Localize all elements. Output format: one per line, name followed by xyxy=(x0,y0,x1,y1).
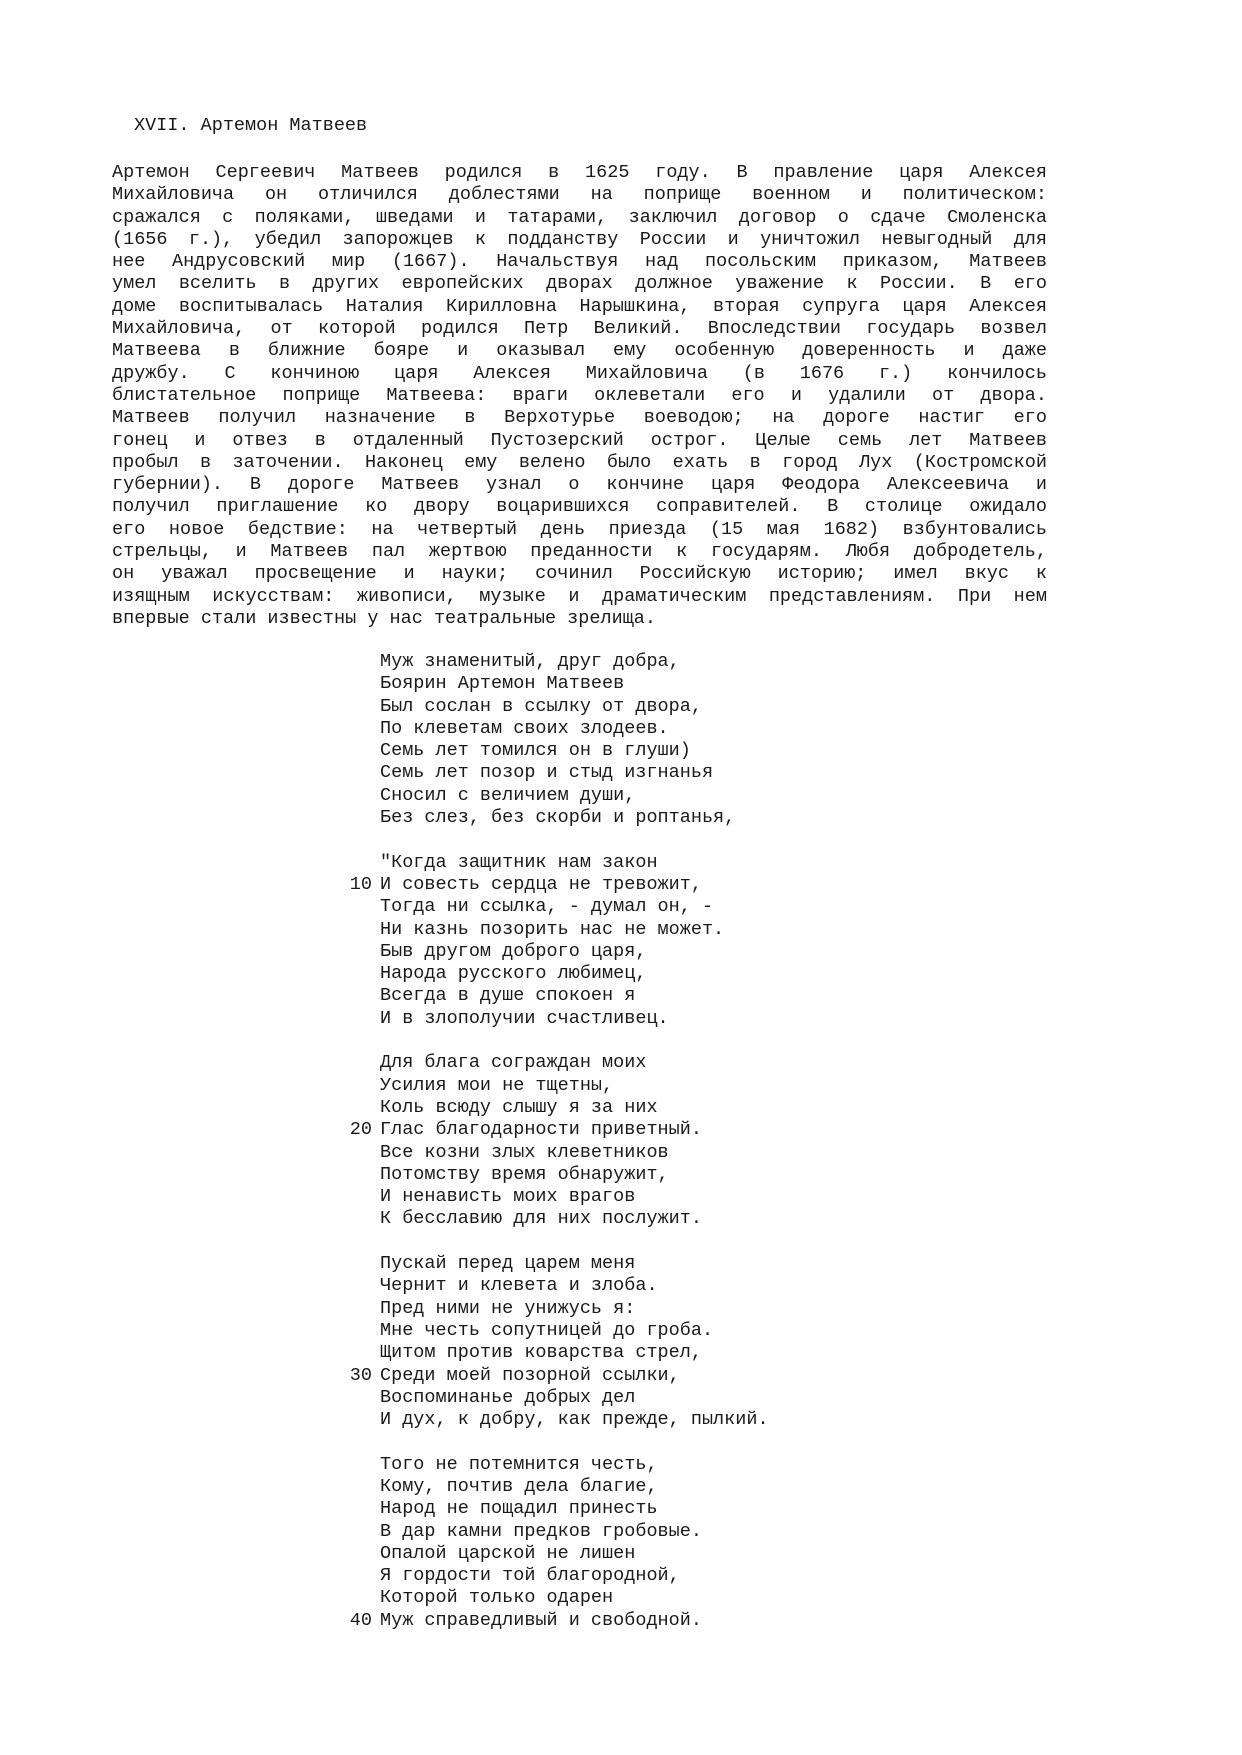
prose-line: стрельцы, и Матвеев пал жертвою преданности к государям. Любя добродетель, xyxy=(112,541,1047,563)
poem-line xyxy=(340,1208,769,1230)
prose-line: Артемон Сергеевич Матвеев родился в 1625 году. В правление царя Алексея xyxy=(112,162,1047,183)
verse-text: Коль всюду слышу я за них xyxy=(380,1096,658,1118)
verse-text: "Когда защитник нам закон xyxy=(380,851,658,873)
verse-text: По клеветам своих злодеев. xyxy=(380,717,669,739)
prose-line: гонец и отвез в отдаленный Пустозерский острог. Целые семь лет Матвеев xyxy=(112,429,1047,451)
poem-line xyxy=(340,1075,769,1097)
verse-text: Народ не пощадил принесть xyxy=(380,1498,658,1520)
verse-text: Был сослан в ссылку от двора, xyxy=(380,695,702,717)
poem-line xyxy=(340,1565,769,1587)
verse-text: Мне честь сопутницей до гроба. xyxy=(380,1319,714,1341)
prose-line: пробыл в заточении. Наконец ему велено было ехать в город Лух (Костромской xyxy=(112,451,1047,473)
poem-line xyxy=(340,1387,769,1409)
poem-line xyxy=(340,1454,769,1476)
poem-line xyxy=(340,673,769,695)
prose-line: (1656 г.), убедил запорожцев к подданству России и уничтожил невыгодный для xyxy=(112,228,1047,250)
line-number: 10 xyxy=(349,873,372,895)
poem-line xyxy=(340,1186,769,1208)
verse-text: Ни казнь позорить нас не может. xyxy=(380,918,725,940)
prose-line: его новое бедствие: на четвертый день приезда (15 мая 1682) взбунтовались xyxy=(112,518,1047,540)
poem-line xyxy=(340,807,769,829)
poem-line xyxy=(340,1253,769,1275)
poem-line xyxy=(340,1008,769,1030)
verse-text: Семь лет позор и стыд изгнанья xyxy=(380,762,714,784)
prose-line: блистательное поприще Матвеева: враги оклеветали его и удалили от двора. xyxy=(112,384,1047,406)
poem-line xyxy=(340,718,769,740)
poem-line xyxy=(340,1610,769,1632)
verse-text: И в злополучии счастливец. xyxy=(380,1007,669,1029)
poem-line xyxy=(340,1342,769,1364)
poem-line xyxy=(340,852,769,874)
verse-text: Среди моей позорной ссылки, xyxy=(380,1364,680,1386)
prose-line: Матвеева в ближние бояре и оказывал ему особенную доверенность и даже xyxy=(112,340,1047,362)
verse-text: Быв другом доброго царя, xyxy=(380,940,647,962)
poem-line xyxy=(340,1365,769,1387)
poem-line xyxy=(340,1097,769,1119)
prose-line: впервые стали известны у нас театральные зрелища. xyxy=(112,607,656,629)
verse-text: Которой только одарен xyxy=(380,1587,614,1609)
poem-line xyxy=(340,1320,769,1342)
prose-line: умел вселить в других европейских дворах должное уважение к России. В его xyxy=(112,273,1047,295)
verse-text: Сносил с величием души, xyxy=(380,784,636,806)
poem-line xyxy=(340,1164,769,1186)
poem-line xyxy=(340,1409,769,1431)
verse-text: Для блага сограждан моих xyxy=(380,1052,647,1074)
prose-line: губернии). В дороге Матвеев узнал о кончине царя Феодора Алексеевича и xyxy=(112,474,1047,496)
verse-text: Глас благодарности приветный. xyxy=(380,1119,702,1141)
verse-text: Муж знаменитый, друг добра, xyxy=(380,651,680,672)
poem-line xyxy=(340,941,769,963)
verse-text: В дар камни предков гробовые. xyxy=(380,1520,702,1542)
verse-text: Воспоминанье добрых дел xyxy=(380,1386,636,1408)
verse-text: Все козни злых клеветников xyxy=(380,1141,669,1163)
verse-text: Народа русского любимец, xyxy=(380,963,647,985)
stanza-gap xyxy=(340,1431,769,1453)
prose-line: нее Андрусовский мир (1667). Начальствуя над посольским приказом, Матвеев xyxy=(112,251,1047,273)
poem-line xyxy=(340,651,769,673)
prose-line: изящным искусствам: живописи, музыке и драматическим представлениям. При нем xyxy=(112,585,1047,607)
section-title: XVII. Артемон Матвеев xyxy=(134,115,368,136)
poem-line xyxy=(340,1142,769,1164)
verse-text: Кому, почтив дела благие, xyxy=(380,1475,658,1497)
poem-line xyxy=(340,1587,769,1609)
stanza-gap xyxy=(340,1231,769,1253)
verse-text: Усилия мои не тщетны, xyxy=(380,1074,614,1096)
poem-line xyxy=(340,1498,769,1520)
verse-text: Пускай перед царем меня xyxy=(380,1253,636,1275)
poem-line xyxy=(340,963,769,985)
poem-line xyxy=(340,919,769,941)
verse-text: Щитом против коварства стрел, xyxy=(380,1342,702,1364)
verse-text: И ненависть моих врагов xyxy=(380,1186,636,1208)
prose-line: дружбу. С кончиною царя Алексея Михайловича (в 1676 г.) кончилось xyxy=(112,362,1047,384)
poem-line xyxy=(340,762,769,784)
verse-text: Я гордости той благородной, xyxy=(380,1565,680,1587)
biography-paragraph xyxy=(112,162,1047,630)
prose-line: Матвеев получил назначение в Верхотурье воеводою; на дороге настиг его xyxy=(112,407,1047,429)
verse-text: Потомству время обнаружит, xyxy=(380,1163,669,1185)
prose-line: получил приглашение ко двору воцарившихся соправителей. В столице ожидало xyxy=(112,496,1047,518)
line-number: 20 xyxy=(349,1119,372,1141)
verse-text: И дух, к добру, как прежде, пылкий. xyxy=(380,1409,769,1431)
prose-line: Михайловича, от которой родился Петр Великий. Впоследствии государь возвел xyxy=(112,318,1047,340)
verse-text: Муж справедливый и свободной. xyxy=(380,1609,702,1631)
prose-line: доме воспитывалась Наталия Кирилловна Нарышкина, вторая супруга царя Алексея xyxy=(112,295,1047,317)
verse-text: Всегда в душе спокоен я xyxy=(380,985,636,1007)
verse-text: Пред ними не унижусь я: xyxy=(380,1297,636,1319)
poem-line xyxy=(340,740,769,762)
line-number: 40 xyxy=(349,1609,372,1631)
verse-text: Того не потемнится честь, xyxy=(380,1453,658,1475)
verse-text: Чернит и клевета и злоба. xyxy=(380,1275,658,1297)
poem-line xyxy=(340,1476,769,1498)
line-number: 30 xyxy=(349,1364,372,1386)
poem-line xyxy=(340,1052,769,1074)
poem-line xyxy=(340,1521,769,1543)
verse-text: И совесть сердца не тревожит, xyxy=(380,873,702,895)
verse-text: Тогда ни ссылка, - думал он, - xyxy=(380,896,714,918)
stanza-gap xyxy=(340,1030,769,1052)
poem-line xyxy=(340,1543,769,1565)
poem-line xyxy=(340,696,769,718)
poem-line xyxy=(340,1298,769,1320)
verse-text: Семь лет томился он в глуши) xyxy=(380,740,691,762)
stanza-gap xyxy=(340,829,769,851)
prose-line: сражался с поляками, шведами и татарами, заключил договор о сдаче Смоленска xyxy=(112,206,1047,228)
poem-line xyxy=(340,1119,769,1141)
verse-text: Без слез, без скорби и роптанья, xyxy=(380,807,736,829)
poem-line xyxy=(340,985,769,1007)
poem xyxy=(340,651,769,1632)
poem-line xyxy=(340,896,769,918)
verse-text: Опалой царской не лишен xyxy=(380,1542,636,1564)
poem-line xyxy=(340,874,769,896)
poem-line xyxy=(340,785,769,807)
prose-line: Михайловича он отличился доблестями на поприще военном и политическом: xyxy=(112,184,1047,206)
prose-line: он уважал просвещение и науки; сочинил Российскую историю; имел вкус к xyxy=(112,563,1047,585)
poem-line xyxy=(340,1275,769,1297)
verse-text: Боярин Артемон Матвеев xyxy=(380,673,625,695)
verse-text: К бесславию для них послужит. xyxy=(380,1208,702,1230)
